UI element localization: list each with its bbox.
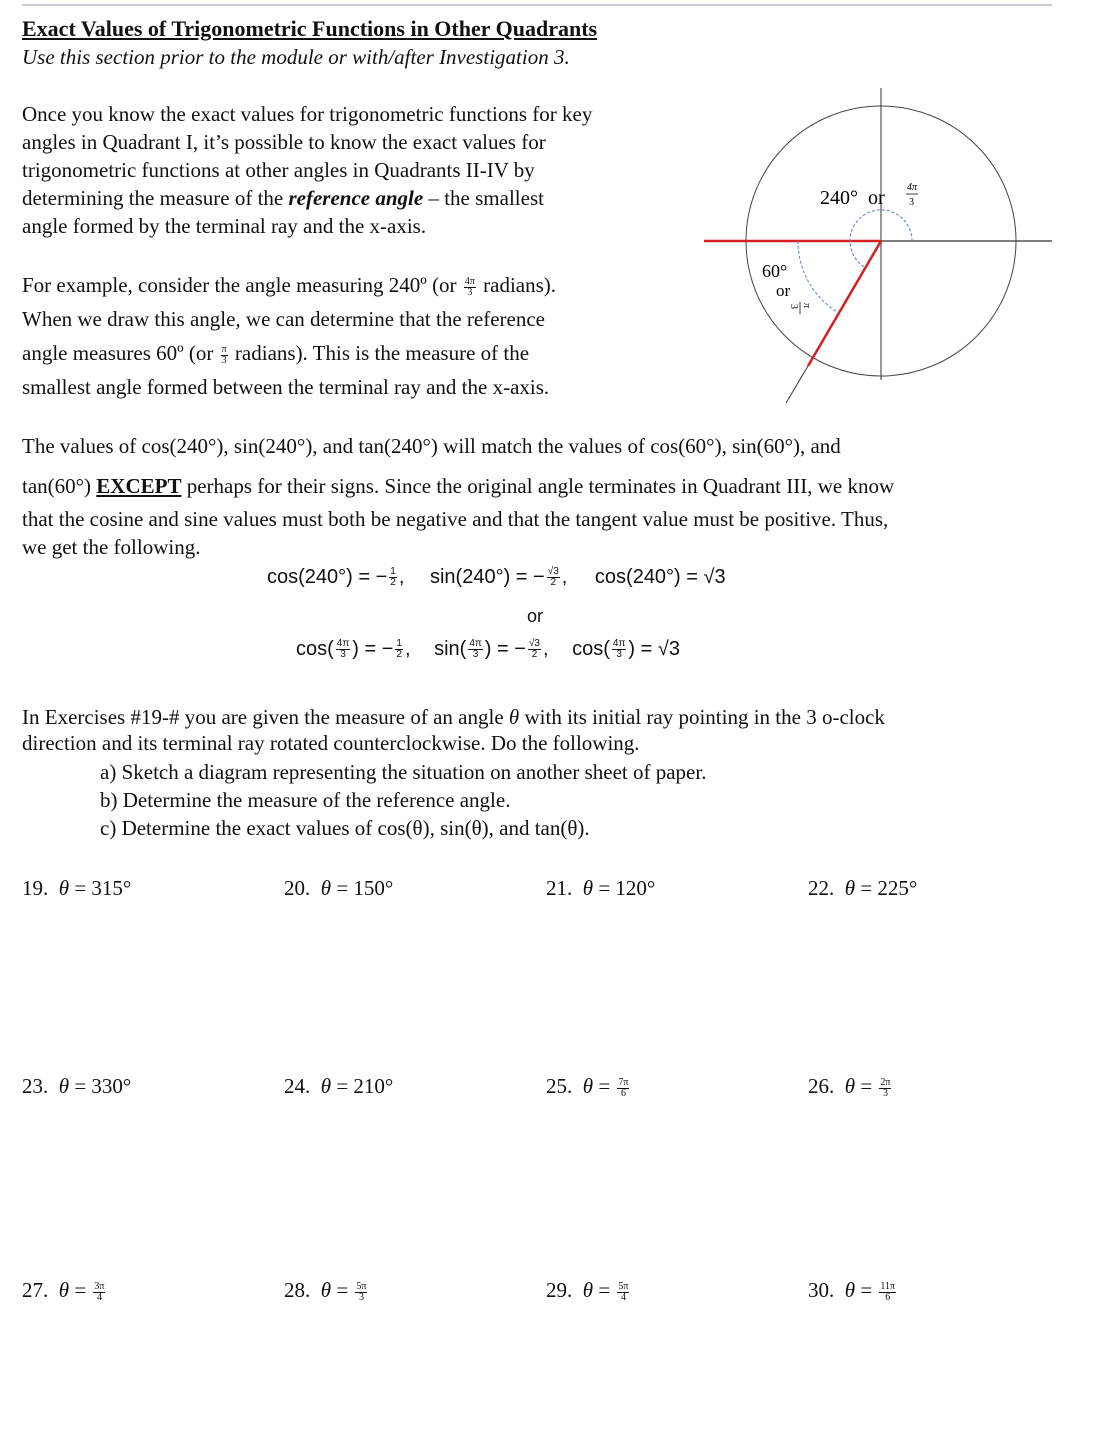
example-line: When we draw this angle, we can determine that the reference	[22, 307, 545, 331]
exercise-21	[546, 876, 655, 901]
intro-line: trigonometric functions at other angles in Quadrants II-IV by	[22, 158, 535, 182]
explanation-line: that the cosine and sine values must both be negative and that the tangent value must be positive. Thus,	[22, 507, 889, 531]
exercise-value: = 330°	[74, 1074, 132, 1098]
example-line: smallest angle formed between the terminal ray and the x-axis.	[22, 375, 550, 399]
or-separator: or	[527, 606, 544, 626]
exercise-value: = 225°	[860, 876, 918, 900]
exercise-number: 27.	[22, 1278, 49, 1302]
comma: ,	[561, 566, 568, 588]
exercise-number: 25.	[546, 1074, 573, 1098]
intro-line: angles in Quadrant I, it’s possible to know the exact values for	[22, 130, 546, 154]
explanation-text: perhaps for their signs. Since the original angle terminates in Quadrant III, we know	[181, 474, 895, 498]
exercise-number: 26.	[808, 1074, 835, 1098]
label-or-60: or	[776, 281, 791, 300]
except-term: EXCEPT	[96, 474, 182, 498]
instructions-line: direction and its terminal ray rotated counterclockwise. Do the following.	[22, 731, 640, 755]
tan-rad-eq: cos(	[572, 638, 610, 660]
example-text: radians).	[483, 273, 557, 297]
page-subtitle: Use this section prior to the module or with/after Investigation 3.	[22, 45, 570, 69]
exercise-23	[22, 1074, 131, 1099]
exercise-30: 30. θ = $\frac{11\pi}{6}$	[808, 1278, 896, 1303]
terminal-ray	[808, 241, 881, 366]
theta-symbol: θ	[320, 1074, 332, 1098]
theta-symbol: θ	[582, 1074, 594, 1098]
exercise-number: 22.	[808, 876, 835, 900]
eq-part: ) = −	[352, 638, 394, 660]
instructions-text: In Exercises #19-# you are given the measure of an angle	[22, 705, 509, 729]
theta-symbol: θ	[58, 1074, 70, 1098]
theta-symbol: θ	[582, 1278, 594, 1302]
exercise-24	[284, 1074, 393, 1099]
theta-symbol: θ	[320, 876, 332, 900]
intro-line: angle formed by the terminal ray and the x-axis.	[22, 214, 427, 238]
fraction: $\frac{2\pi}{3}$	[880, 1076, 891, 1099]
theta-symbol: θ	[582, 876, 594, 900]
top-rule	[22, 4, 1052, 6]
theta-symbol: θ	[844, 1074, 856, 1098]
exercise-number: 19.	[22, 876, 49, 900]
list-item: c) Determine the exact values of cos(θ), sin(θ), and tan(θ).	[100, 816, 590, 840]
instructions-line	[22, 704, 885, 730]
example-text: For example, consider the angle measuring 240º (or	[22, 273, 457, 297]
exercise-number: 23.	[22, 1074, 49, 1098]
unit-circle-diagram	[700, 80, 1060, 410]
exercise-26: 26. θ = $\frac{2\pi}{3}$	[808, 1074, 891, 1099]
fraction: $\frac{1}{2}$	[390, 566, 396, 589]
sin-240-eq: sin(240°) = −	[429, 566, 545, 588]
exercise-number: 29.	[546, 1278, 573, 1302]
intro-text: determining the measure of the	[22, 186, 289, 210]
label-240: 240°	[820, 187, 858, 209]
comma: ,	[398, 566, 405, 588]
intro-line: Once you know the exact values for trigonometric functions for key	[22, 102, 593, 126]
tan-240-eq: cos(240°) = √3	[594, 566, 726, 588]
explanation-paragraph	[22, 428, 894, 504]
exercise-27: 27. θ = $\frac{3\pi}{4}$	[22, 1278, 105, 1303]
fraction: $\frac{4\pi}{3}$	[612, 638, 626, 661]
theta-symbol: θ	[58, 876, 70, 900]
theta-symbol: θ	[508, 705, 520, 729]
instructions-list	[100, 758, 706, 842]
example-paragraph	[22, 268, 556, 404]
comma: ,	[404, 638, 411, 660]
exercise-20	[284, 876, 393, 901]
fraction: $\frac{5\pi}{3}$	[356, 1280, 367, 1303]
list-item: a) Sketch a diagram representing the situation on another sheet of paper.	[100, 760, 707, 784]
label-3: 3	[788, 304, 799, 309]
exercise-25: 25. θ = $\frac{7\pi}{6}$	[546, 1074, 629, 1099]
eq-part: ) = √3	[628, 638, 680, 660]
exercise-number: 28.	[284, 1278, 311, 1302]
exercise-22	[808, 876, 917, 901]
exercise-number: 24.	[284, 1074, 311, 1098]
equation-row-degrees	[267, 566, 726, 589]
instructions-paragraph	[22, 704, 885, 756]
exercise-number: 21.	[546, 876, 573, 900]
fraction: $\frac{4\pi}{3}$	[464, 275, 475, 298]
cos-240-eq: cos(240°) = −	[267, 566, 388, 588]
page-title: Exact Values of Trigonometric Functions in Other Quadrants	[22, 16, 598, 41]
fraction: $\frac{1}{2}$	[396, 638, 402, 661]
explanation-paragraph-2	[22, 505, 888, 561]
exercise-29: 29. θ = $\frac{5\pi}{4}$	[546, 1278, 629, 1303]
reference-angle-term: reference angle	[288, 186, 424, 210]
example-line	[22, 336, 556, 370]
exercise-number: 30.	[808, 1278, 835, 1302]
theta-symbol: θ	[844, 876, 856, 900]
explanation-text: tan(60°)	[22, 474, 97, 498]
label-or: or	[868, 187, 885, 209]
fraction: $\frac{√3}{2}$	[547, 566, 559, 589]
fraction: $\frac{11\pi}{6}$	[880, 1280, 896, 1303]
fraction: $\frac{5\pi}{4}$	[618, 1280, 629, 1303]
theta-symbol: θ	[58, 1278, 70, 1302]
exercise-value: = 150°	[336, 876, 394, 900]
example-line	[22, 268, 556, 302]
explanation-line	[22, 468, 894, 504]
list-item: b) Determine the measure of the reference angle.	[100, 788, 511, 812]
exercise-19	[22, 876, 131, 901]
rotated-pi-over-3	[788, 302, 812, 314]
equation-row-radians	[296, 638, 680, 661]
exercise-28: 28. θ = $\frac{5\pi}{3}$	[284, 1278, 367, 1303]
exercise-number: 20.	[284, 876, 311, 900]
label-60: 60°	[762, 261, 788, 281]
exercise-value: = 315°	[74, 876, 132, 900]
label-pi: π	[801, 303, 812, 309]
comma: ,	[543, 638, 549, 660]
label-4pi: 4π	[907, 182, 918, 193]
fraction: $\frac{√3}{2}$	[528, 638, 540, 661]
eq-part: ) = −	[484, 638, 526, 660]
label-3: 3	[909, 197, 914, 208]
fraction: $\frac{3\pi}{4}$	[94, 1280, 105, 1303]
fraction: $\frac{4\pi}{3}$	[469, 638, 482, 661]
cos-rad-eq: cos(	[296, 638, 334, 660]
fraction: $\frac{\pi}{3}$	[221, 343, 227, 366]
instructions-text: with its initial ray pointing in the 3 o-clock	[519, 705, 885, 729]
intro-line	[22, 184, 592, 212]
intro-paragraph	[22, 100, 592, 240]
exercise-value: = 210°	[336, 1074, 394, 1098]
intro-text: – the smallest	[423, 186, 544, 210]
terminal-ray-extension	[786, 366, 808, 403]
explanation-line: we get the following.	[22, 535, 201, 559]
sin-rad-eq: sin(	[434, 638, 467, 660]
explanation-line: The values of cos(240°), sin(240°), and tan(240°) will match the values of cos(60°), sin(60°), and	[22, 434, 841, 458]
fraction: $\frac{4\pi}{3}$	[336, 638, 350, 661]
theta-symbol: θ	[844, 1278, 856, 1302]
example-text: angle measures 60º (or	[22, 341, 214, 365]
example-text: radians). This is the measure of the	[234, 341, 530, 365]
fraction: $\frac{7\pi}{6}$	[618, 1076, 629, 1099]
exercise-value: = 120°	[598, 876, 656, 900]
theta-symbol: θ	[320, 1278, 332, 1302]
